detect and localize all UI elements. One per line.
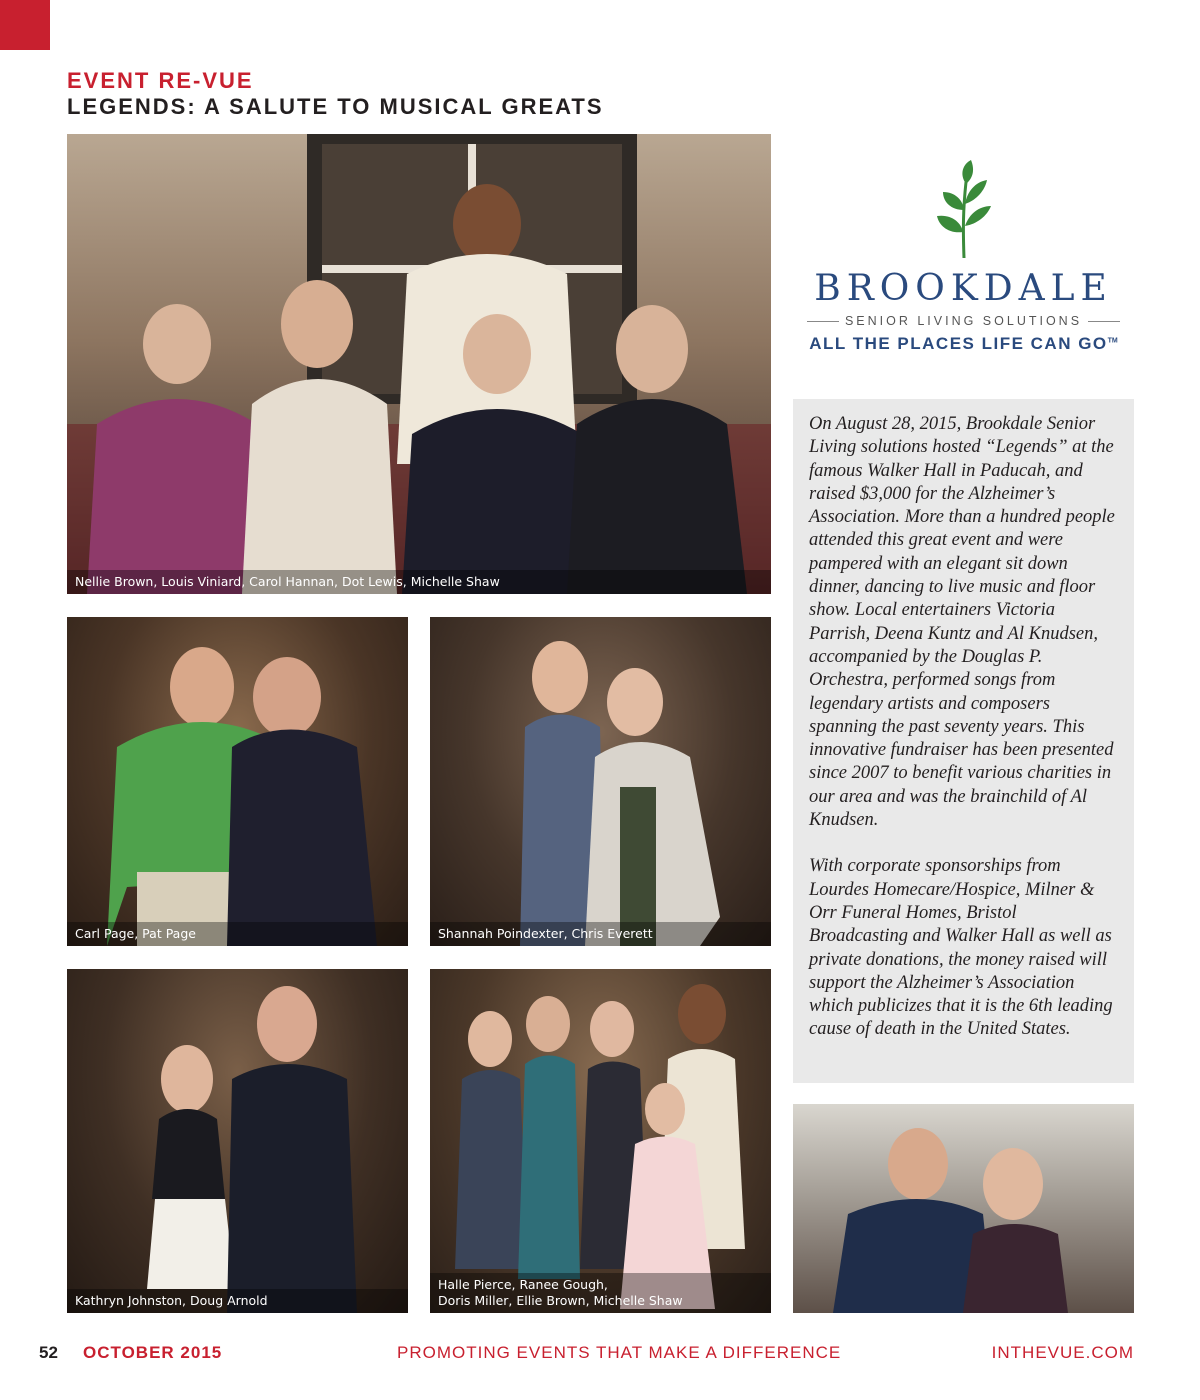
leaf-sprig-icon [933,160,995,258]
website-url: INTHEVUE.COM [991,1343,1134,1362]
photo-shannah-chris [430,617,771,946]
photo-caption: Carl Page, Pat Page [67,922,408,946]
article-paragraph: With corporate sponsorships from Lourdes Homecare/Hospice, Milner & Orr Funeral Homes, Bristol Broadcasting and Walker Hall as well as private donations, the money raised will support the Alzheimer’s Association which publicizes that it is the 6th leading cause of death in the United States. [809,856,1113,1040]
photo-group-main [67,134,771,594]
corner-tab [0,0,50,50]
divider [1088,321,1120,322]
photo-carl-pat-page-scene [67,617,408,946]
divider [807,321,839,322]
photo-couple-dancing [793,1104,1134,1313]
logo-slogan: ALL THE PLACES LIFE CAN GO [809,334,1108,353]
photo-kathryn-doug-scene [67,969,408,1313]
photo-kathryn-doug [67,969,408,1313]
photo-halle-group [430,969,771,1313]
section-kicker: EVENT RE-VUE [67,68,254,93]
photo-couple-dancing-scene [793,1104,1134,1313]
page-number: 52 [39,1343,58,1362]
photo-group-main-scene [67,134,771,594]
photo-caption: Kathryn Johnston, Doug Arnold [67,1289,408,1313]
photo-caption [430,1273,771,1313]
logo-tagline: SENIOR LIVING SOLUTIONS [844,314,1083,328]
brookdale-logo [793,160,1134,370]
logo-slogan-row [793,334,1134,354]
trademark-mark: TM [1107,337,1118,345]
page-title: LEGENDS: A SALUTE TO MUSICAL GREATS [67,94,604,119]
photo-shannah-chris-scene [430,617,771,946]
photo-caption: Shannah Poindexter, Chris Everett [430,922,771,946]
photo-halle-group-scene [430,969,771,1313]
photo-carl-pat-page [67,617,408,946]
logo-wordmark: BROOKDALE [814,268,1113,309]
photo-caption-line: Doris Miller, Ellie Brown, Michelle Shaw [438,1293,683,1308]
article-body [793,399,1134,1083]
photo-caption: Nellie Brown, Louis Viniard, Carol Hannan, Dot Lewis, Michelle Shaw [67,570,771,594]
logo-tagline-row [793,314,1134,328]
article-paragraph: On August 28, 2015, Brookdale Senior Living solutions hosted “Legends” at the famous Walker Hall in Paducah, and raised $3,000 for the Alzheimer’s Association. More than a hundred people attended this great event and were pampered with an elegant sit down dinner, dancing to live music and floor show. Local entertainers Victoria Parrish, Deena Kuntz and Al Knudsen, accompanied by the Douglas P. Orchestra, performed songs from legendary artists and composers spanning the past seventy years. This innovative fundraiser has been presented since 2007 to benefit various charities in our area and was the brainchild of Al Knudsen. [809,414,1115,831]
footer-tagline: PROMOTING EVENTS THAT MAKE A DIFFERENCE [397,1343,842,1362]
photo-caption-line: Halle Pierce, Ranee Gough, [438,1277,608,1292]
issue-date: OCTOBER 2015 [83,1343,223,1362]
